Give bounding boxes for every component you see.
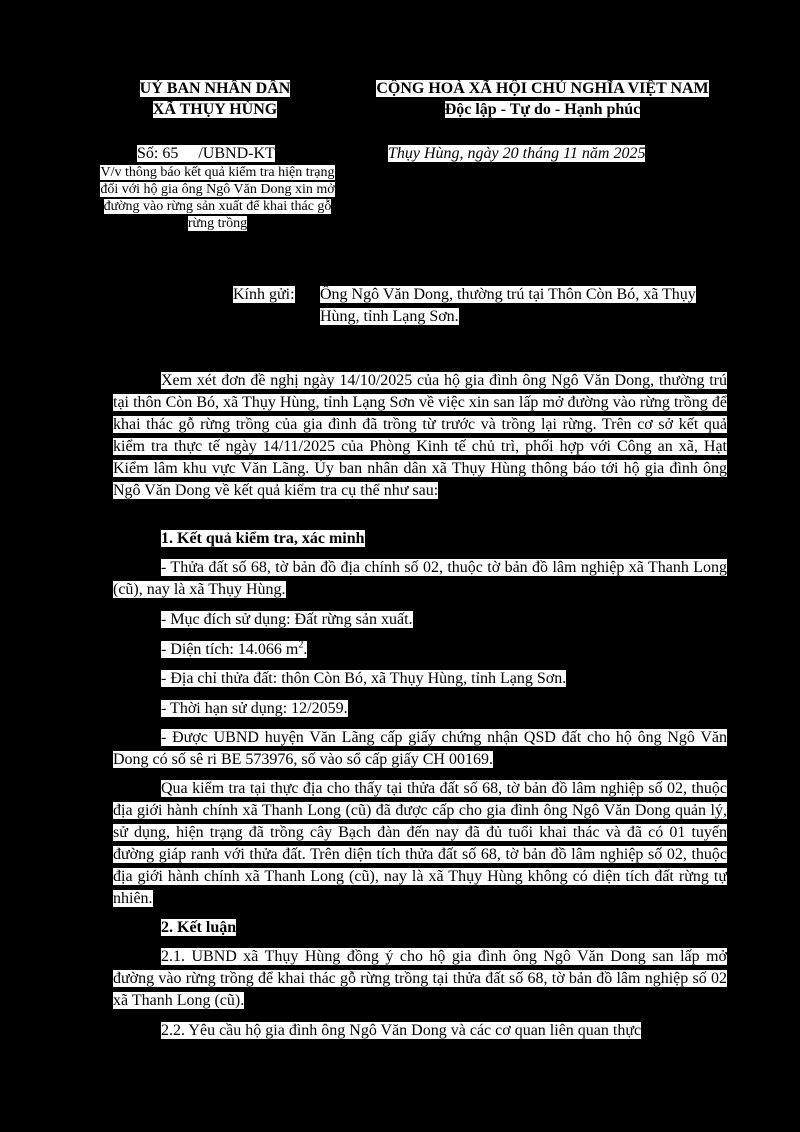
national-title (350, 78, 735, 120)
section-2-item-1 (113, 946, 727, 1012)
document-subject (100, 164, 335, 232)
document-number (137, 144, 275, 164)
recipient-label (233, 284, 295, 306)
section-1-item-1 (113, 557, 727, 601)
section-1-item-5 (113, 698, 727, 720)
section-1-item-6-text: - Được UBND huyện Văn Lãng cấp giấy chứng nhận QSD đất cho hộ ông Ngô Văn Dong có số sê ri BE 573976, số vào sổ cấp giấy CH 00169. (113, 729, 727, 768)
section-2-title (161, 917, 236, 939)
section-1-item-3-text (161, 641, 307, 658)
section-1-title-text: 1. Kết quả kiểm tra, xác minh (161, 530, 365, 547)
area-unit-exponent: 2 (298, 639, 304, 651)
section-1-paragraph-text: Qua kiểm tra tại thực địa cho thấy tại thửa đất số 68, tờ bản đồ lâm nghiệp số 02, thuộc địa giới hành chính xã Thanh Long (cũ) đã được cấp cho gia đình ông Ngô Văn Dong quản lý, sử dụng, hiện trạng đã trồng cây Bạch đàn đến nay đã đủ tuổi khai thác và đã có 01 tuyến đường giáp ranh với thửa đất. Trên diện tích thửa đất số 68, tờ bản đồ lâm nghiệp số 02, thuộc địa giới hành chính xã Thanh Long (cũ), nay là xã Thụy Hùng không có diện tích đất rừng tự nhiên. (113, 780, 727, 907)
nation-line-1: CỘNG HOÀ XÃ HỘI CHỦ NGHĨA VIỆT NAM (376, 80, 709, 97)
recipient-text-value: Ông Ngô Văn Dong, thường trú tại Thôn Còn Bó, xã Thụy Hùng, tỉnh Lạng Sơn. (320, 286, 696, 325)
section-1-item-2-text: - Mục đích sử dụng: Đất rừng sản xuất. (161, 611, 413, 628)
section-2-item-2 (113, 1020, 727, 1042)
section-1-item-2 (113, 609, 727, 631)
section-1-item-3 (113, 639, 727, 661)
area-value: - Diện tích: 14.066 m (161, 641, 299, 658)
section-1-item-4-text: - Địa chỉ thửa đất: thôn Còn Bó, xã Thụy Hùng, tỉnh Lạng Sơn. (161, 670, 567, 687)
intro-paragraph (113, 370, 727, 502)
document-number-text: Số: 65 /UBND-KT (137, 145, 275, 162)
org-line-2: XÃ THỤY HÙNG (152, 101, 278, 118)
area-suffix: . (303, 641, 308, 658)
document-date (388, 144, 645, 164)
issuing-organization (120, 78, 310, 120)
section-2-item-2-text: 2.2. Yêu cầu hộ gia đình ông Ngô Văn Dong và các cơ quan liên quan thực (161, 1022, 642, 1039)
document-date-text: Thụy Hùng, ngày 20 tháng 11 năm 2025 (388, 145, 646, 162)
recipient-text (320, 284, 720, 328)
section-1-paragraph (113, 778, 727, 910)
section-1-title (161, 528, 365, 550)
document-subject-text: V/v thông báo kết quả kiểm tra hiện trạng đối với hộ gia ông Ngô Văn Dong xin mở đường vào rừng sản xuất để khai thác gỗ rừng trồng (100, 165, 335, 231)
org-line-1: UỶ BAN NHÂN DÂN (139, 80, 291, 97)
section-1-item-4 (113, 668, 727, 690)
section-2-item-1-text: 2.1. UBND xã Thụy Hùng đồng ý cho hộ gia đình ông Ngô Văn Dong san lấp mở đường vào rừng trồng để khai thác gỗ rừng trồng tại thửa đất số 68, tờ bản đồ lâm nghiệp số 02 xã Thanh Long (cũ). (113, 948, 727, 1009)
section-1-item-1-text: - Thửa đất số 68, tờ bản đồ địa chính số 02, thuộc tờ bản đồ lâm nghiệp xã Thanh Long (cũ), nay là xã Thụy Hùng. (113, 559, 727, 598)
nation-motto: Độc lập - Tự do - Hạnh phúc (444, 101, 641, 118)
section-1-item-6 (113, 727, 727, 771)
section-1-item-5-text: - Thời hạn sử dụng: 12/2059. (161, 700, 348, 717)
section-2-title-text: 2. Kết luận (161, 919, 237, 936)
recipient-label-text: Kính gửi: (233, 286, 295, 303)
intro-text: Xem xét đơn đề nghị ngày 14/10/2025 của hộ gia đình ông Ngô Văn Dong, thường trú tại thôn Còn Bó, xã Thụy Hùng, tỉnh Lạng Sơn về việc xin san lấp mở đường vào rừng trồng để khai thác gỗ rừng trồng của gia đình đã trồng từ trước và trồng lại rừng. Trên cơ sở kết quả kiểm tra thực tế ngày 14/11/2025 của Phòng Kinh tế chủ trì, phối hợp với Công an xã, Hạt Kiểm lâm khu vực Văn Lãng. Ủy ban nhân dân xã Thụy Hùng thông báo tới hộ gia đình ông Ngô Văn Dong về kết quả kiểm tra cụ thể như sau: (113, 372, 727, 499)
